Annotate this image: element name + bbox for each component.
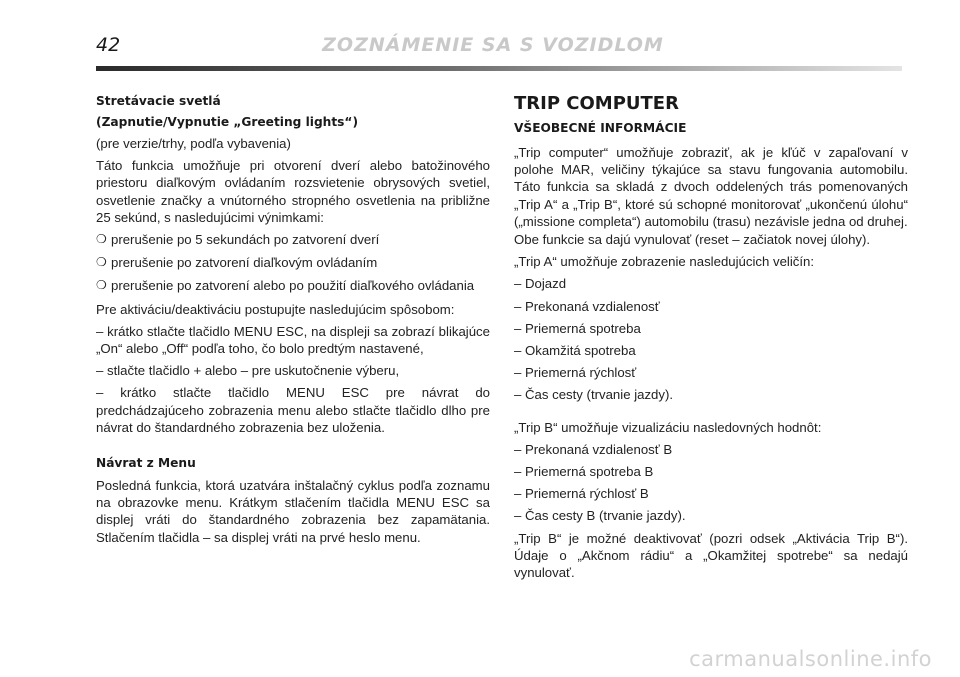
section-title: TRIP COMPUTER (514, 93, 679, 114)
trip-intro: „Trip computer“ umožňuje zobraziť, ak je kľúč v zapaľovaní v polohe MAR, veličiny týkajúce sa stavu fungovania automobilu. Táto funkcia sa skladá z dvoch oddelených trás pomenovaných „Trip A“ a „Trip B“, ktoré sú schopné monitorovať „ukončenú úlohu“ („missione completa“) automobilu (trasu) nezávisle jedna od druhej. (514, 145, 908, 229)
menu-return-text: Posledná funkcia, ktorá uzatvára inštalačný cyklus podľa zoznamu na obrazovke menu. Krátkym stlačením tlačidla MENU ESC sa displej vráti do štandardného zobrazenia bez zapamätania. Stlačením tlačidla – sa displej vráti na prvé heslo menu. (96, 478, 490, 545)
steps-intro: Pre aktiváciu/deaktiváciu postupujte nasledujúcim spôsobom: (96, 301, 455, 317)
circle-bullet-icon: ❍ (96, 255, 107, 270)
version-note: (pre verzie/trhy, podľa vybavenia) (96, 136, 291, 151)
header-rule (96, 66, 902, 71)
left-heading-greeting-lights: (Zapnutie/Vypnutie „Greeting lights“) (96, 115, 359, 129)
step-item: – stlačte tlačidlo + alebo – pre uskutočnenie výberu, (96, 363, 400, 379)
trip-a-item: – Prekonaná vzdialenosť (514, 298, 660, 314)
left-column (96, 93, 490, 551)
trip-b-item: – Čas cesty B (trvanie jazdy). (514, 508, 686, 524)
trip-b-item: – Priemerná spotreba B (514, 464, 654, 480)
bullet-item: ❍ prerušenie po zatvorení diaľkovým ovládaním (96, 255, 378, 271)
watermark: carmanualsonline.info (689, 647, 932, 671)
trip-a-intro: „Trip A“ umožňuje zobrazenie nasledujúcich veličín: (514, 254, 815, 270)
left-heading-dipped-beam: Stretávacie svetlá (96, 94, 221, 108)
right-column (514, 93, 908, 586)
trip-a-item: – Priemerná spotreba (514, 320, 641, 336)
trip-closing: „Trip B“ je možné deaktivovať (pozri odsek „Aktivácia Trip B“). Údaje o „Akčnom rádiu“ a „Okamžitej spotrebe“ sa nedajú vynulovať. (514, 530, 908, 581)
page-number: 42 (96, 34, 121, 56)
trip-a-item: – Čas cesty (trvanie jazdy). (514, 387, 674, 403)
bullet-item: ❍ prerušenie po 5 sekundách po zatvorení dverí (96, 232, 380, 248)
right-subheading: VŠEOBECNÉ INFORMÁCIE (514, 121, 687, 135)
circle-bullet-icon: ❍ (96, 232, 107, 247)
step-item: – krátko stlačte tlačidlo MENU ESC pre návrat do predchádzajúceho zobrazenia menu alebo stlačte tlačidlo dlho pre návrat do štandardného zobrazenia bez uloženia. (96, 385, 490, 435)
trip-b-item: – Priemerná rýchlosť B (514, 486, 649, 502)
left-heading-menu-return: Návrat z Menu (96, 456, 196, 471)
page-header-title: ZOZNÁMENIE SA S VOZIDLOM (322, 34, 664, 56)
reset-text: Obe funkcie sa dajú vynulovať (reset – začiatok novej úlohy). (514, 232, 871, 248)
trip-b-intro: „Trip B“ umožňuje vizualizáciu nasledovných hodnôt: (514, 419, 822, 435)
circle-bullet-icon: ❍ (96, 278, 107, 293)
trip-a-item: – Priemerná rýchlosť (514, 365, 637, 381)
trip-a-item: – Okamžitá spotreba (514, 343, 636, 359)
greeting-intro: Táto funkcia umožňuje pri otvorení dverí alebo batožinového priestoru diaľkovým ovládaním rozsvietenie obrysových svetiel, osvetlenie značky a vnútorného stropného osvetlenia na približne 25 sekúnd, s nasledujúcimi výnimkami: (96, 158, 490, 225)
trip-b-item: – Prekonaná vzdialenosť B (514, 441, 673, 457)
step-item: – krátko stlačte tlačidlo MENU ESC, na displeji sa zobrazí blikajúce „On“ alebo „Off“ podľa toho, čo bolo predtým nastavené, (96, 323, 490, 357)
bullet-item: ❍ prerušenie po zatvorení alebo po použití diaľkového ovládania (96, 278, 475, 294)
trip-a-item: – Dojazd (514, 276, 567, 292)
